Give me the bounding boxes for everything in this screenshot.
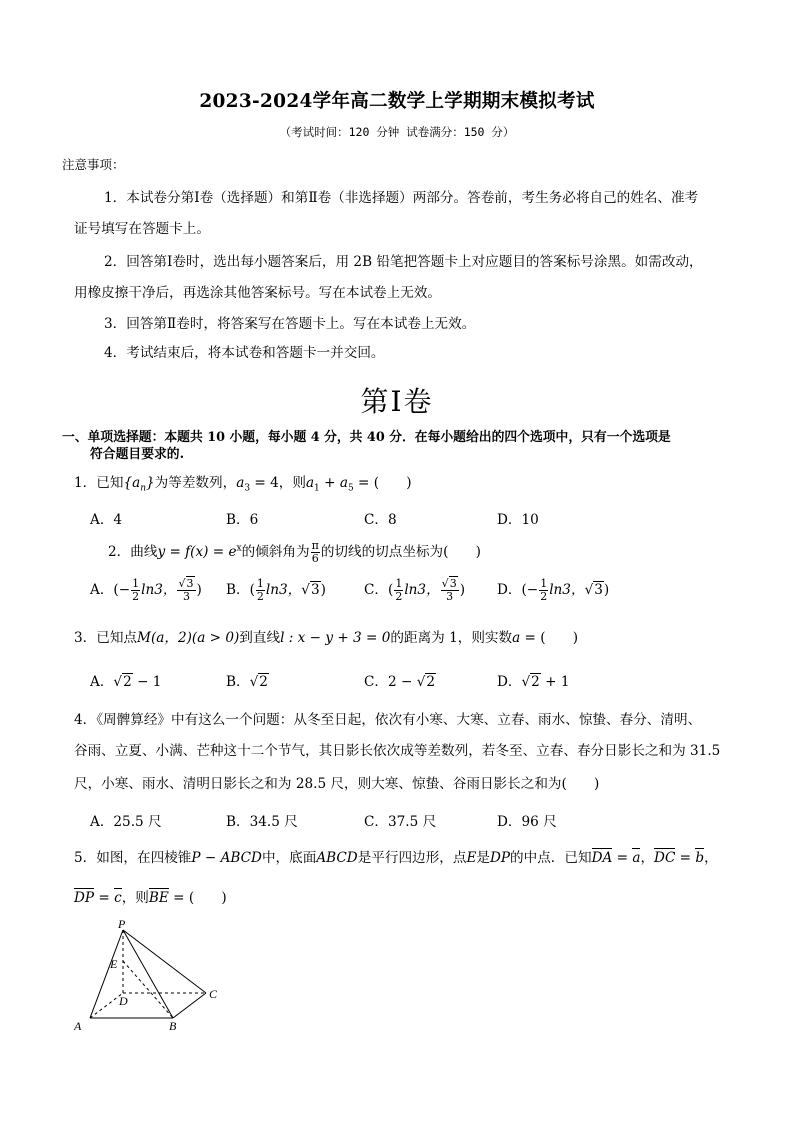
notice-item-2-line-1: 2．回答第Ⅰ卷时，选出每小题答案后，用 2B 铅笔把答题卡上对应题目的答案标号涂黑。如需改动， [104,254,703,270]
question-5-line-2: DP = c，则BE = ( ) [74,890,227,906]
question-3-stem: 3．已知点M(a，2)(a > 0)到直线l : x − y + 3 = 0的距离为 1，则实数a = ( ) [74,630,579,646]
question-2-option-b: B．( $\frac{1}{2}$ ln3，√3) [226,577,326,603]
vertex-label-e: E [110,957,118,971]
pyramid-figure [66,918,236,1038]
exam-title: 2023-2024学年高二数学上学期期末模拟考试 [199,91,595,112]
vertex-label-a: A [74,1019,82,1033]
exam-subtitle: （考试时间：120 分钟 试卷满分：150 分） [279,125,515,139]
question-1-option-b: B．6 [226,512,259,528]
question-5-line-1: 5．如图，在四棱锥P − ABCD中，底面ABCD是平行四边形，点E是DP的中点．已知DA = a，DC = b， [74,850,718,866]
question-2-option-d: D．(− $\frac{1}{2}$ ln3，√3) [497,577,610,603]
question-4-option-a: A．25.5 尺 [90,814,162,830]
vertex-label-d: D [119,994,128,1008]
question-2-option-c: C．( $\frac{1}{2}$ ln3， $\frac{√3}{3}$ ) [364,577,465,603]
question-3-option-c: C．2 − √2 [364,674,436,690]
notice-item-3: 3．回答第Ⅱ卷时，将答案写在答题卡上。写在本试卷上无效。 [104,316,476,332]
section-heading: 第Ⅰ卷 [360,385,434,418]
vertex-label-p: P [118,918,126,931]
question-1-stem: 1．已知$\{a_n\}$为等差数列，$a_3 = 4$，则$a_1 + a_5$ = ( ) [74,475,412,494]
edge-pb [123,930,173,1018]
notice-item-1-line-2: 证号填写在答题卡上。 [74,221,210,237]
notice-heading: 注意事项： [62,157,125,172]
notice-item-1-line-1: 1．本试卷分第Ⅰ卷（选择题）和第Ⅱ卷（非选择题）两部分。答卷前，考生务必将自己的姓名、准考 [104,190,699,206]
question-1-option-d: D．10 [497,512,539,528]
question-1-option-a: A．4 [90,512,123,528]
vertex-label-b: B [169,1019,177,1033]
notice-item-2-line-2: 用橡皮擦干净后，再选涂其他答案标号。写在本试卷上无效。 [74,285,442,301]
vertex-label-c: C [209,987,218,1001]
question-4-option-c: C．37.5 尺 [364,814,437,830]
edge-pc [123,930,206,993]
section-instructions-line-1: 一、单项选择题：本题共 10 小题，每小题 4 分，共 40 分．在每小题给出的四个选项中，只有一个选项是 [62,430,671,445]
question-4-option-d: D．96 尺 [497,814,557,830]
question-3-option-d: D．√2 + 1 [497,674,570,690]
edge-bc [173,993,206,1018]
segment-be [123,961,173,1018]
question-4-option-b: B．34.5 尺 [226,814,298,830]
question-2-option-a: A．(− $\frac{1}{2}$ ln3， $\frac{√3}{3}$ ) [90,577,202,603]
question-3-option-a: A．√2 − 1 [90,674,162,690]
question-4-line-3: 尺，小寒、雨水、清明日影长之和为 28.5 尺，则大寒、惊蛰、谷雨日影长之和为( ) [74,776,600,792]
question-4-line-1: 4．《周髀算经》中有这么一个问题：从冬至日起，依次有小寒、大寒、立春、雨水、惊蛰、春分、清明、 [74,712,702,728]
question-2-stem: 2．曲线$y = f(x) = e^x$的倾斜角为 $\frac{\pi}{6}$ 的切线的切点坐标为( ) [108,539,481,565]
question-3-option-b: B．√2 [226,674,268,690]
question-1-option-c: C．8 [364,512,397,528]
notice-item-4: 4．考试结束后，将本试卷和答题卡一并交回。 [104,345,385,361]
section-instructions-line-2: 符合题目要求的. [90,447,185,462]
question-4-line-2: 谷雨、立夏、小满、芒种这十二个节气，其日影长依次成等差数列，若冬至、立春、春分日影长之和为 31.5 [74,743,721,759]
